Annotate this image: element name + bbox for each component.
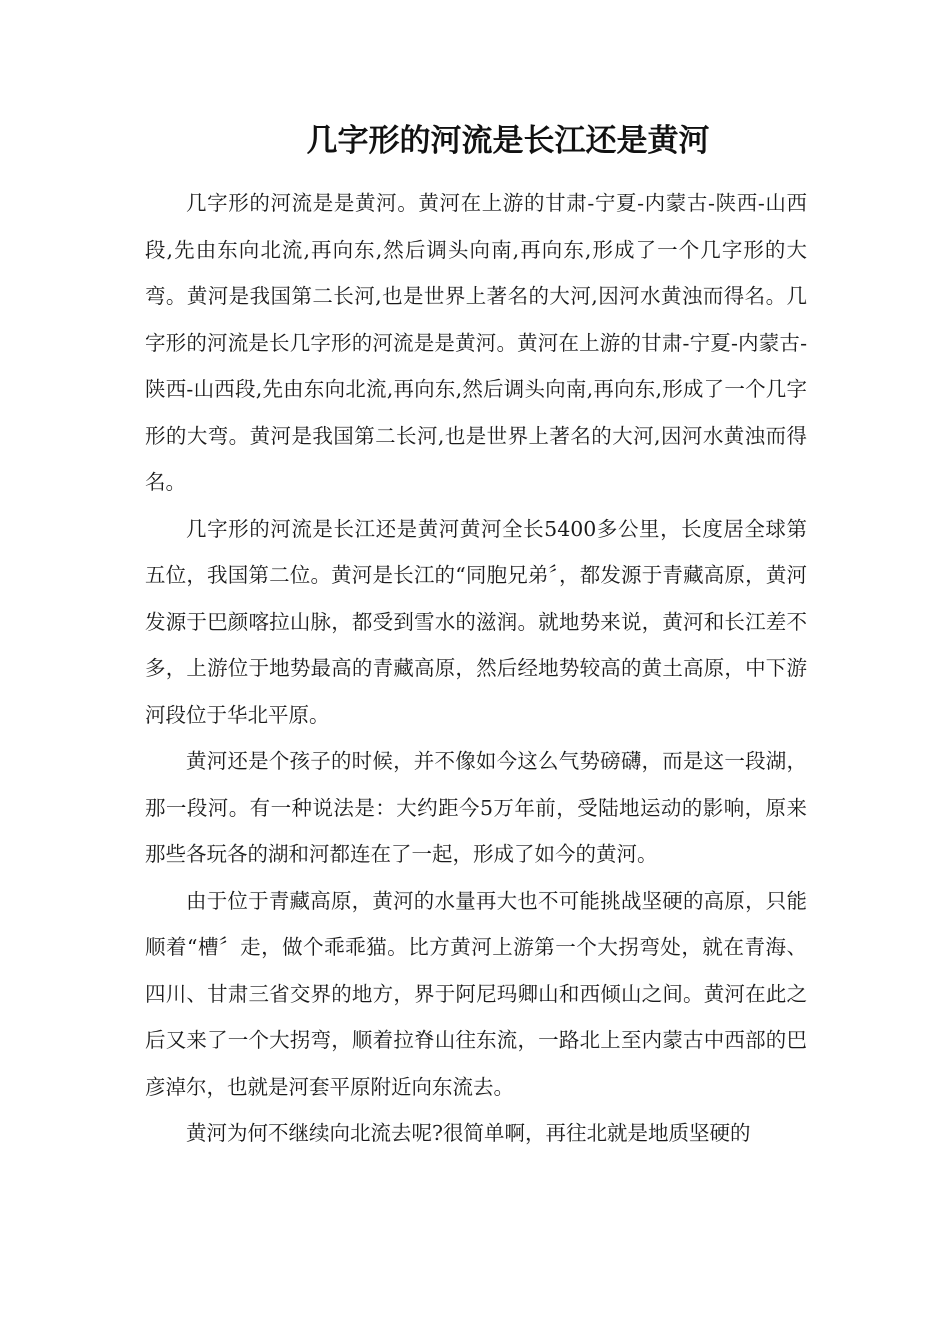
paragraph-5: 黄河为何不继续向北流去呢?很简单啊，再往北就是地质坚硬的: [186, 1121, 751, 1145]
paragraph-3: 黄河还是个孩子的时候，并不像如今这么气势磅礴，而是这一段湖，那一段河。有一种说法是：大约距今5万年前，受陆地运动的影响，原来那些各玩各的湖和河都连在了一起，形成了如今的黄河。: [145, 749, 807, 866]
paragraph-2: 几字形的河流是长江还是黄河黄河全长5400多公里，长度居全球第五位，我国第二位。黄河是长江的“同胞兄弟〞，都发源于青藏高原，黄河发源于巴颜喀拉山脉，都受到雪水的滋润。就地势来说，黄河和长江差不多，上游位于地势最高的青藏高原，然后经地势较高的黄土高原，中下游河段位于华北平原。: [145, 516, 807, 727]
document-body: [145, 180, 807, 1157]
paragraph-1: 几字形的河流是是黄河。黄河在上游的甘肃-宁夏-内蒙古-陕西-山西段,先由东向北流,再向东,然后调头向南,再向东,形成了一个几字形的大弯。黄河是我国第二长河,也是世界上著名的大河,因河水黄浊而得名。几字形的河流是长几字形的河流是是黄河。黄河在上游的甘肃-宁夏-内蒙古-陕西-山西段,先由东向北流,再向东,然后调头向南,再向东,形成了一个几字形的大弯。黄河是我国第二长河,也是世界上著名的大河,因河水黄浊而得名。: [145, 191, 807, 494]
document-title: 几字形的河流是长江还是黄河: [306, 123, 710, 159]
paragraph-4: 由于位于青藏高原，黄河的水量再大也不可能挑战坚硬的高原，只能顺着“槽〞走，做个乖乖猫。比方黄河上游第一个大拐弯处，就在青海、四川、甘肃三省交界的地方，界于阿尼玛卿山和西倾山之间。黄河在此之后又来了一个大拐弯，顺着拉脊山往东流，一路北上至内蒙古中西部的巴彦淖尔，也就是河套平原附近向东流去。: [145, 888, 807, 1099]
